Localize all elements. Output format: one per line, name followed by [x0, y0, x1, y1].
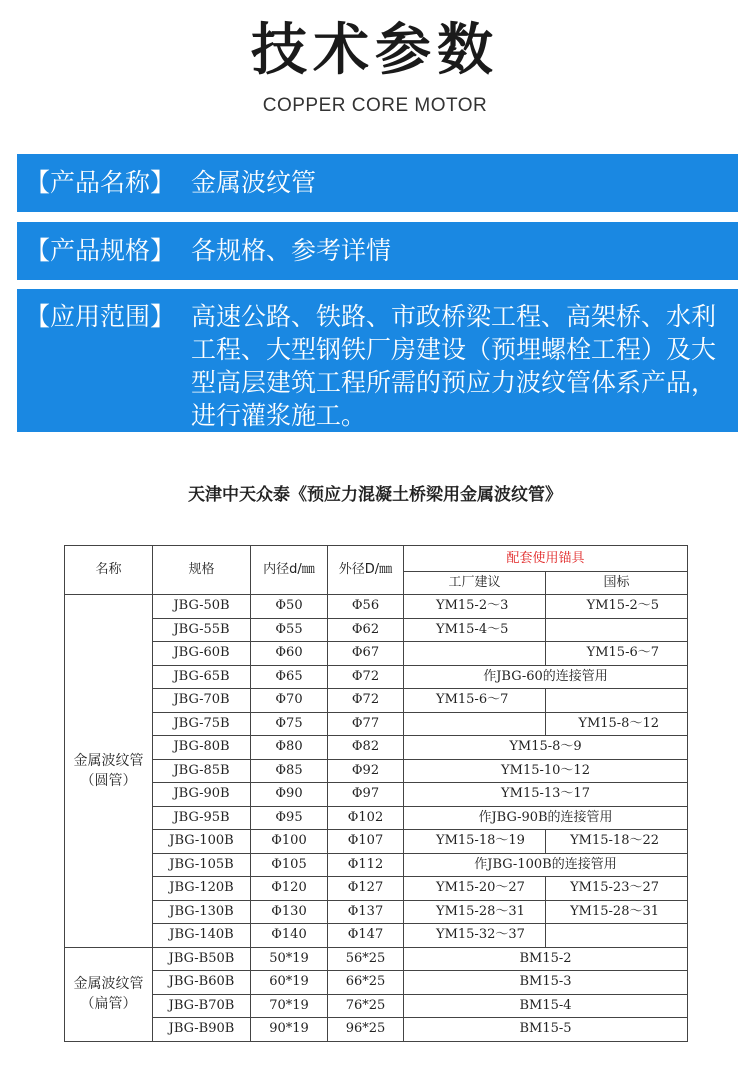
inner-cell: Φ140: [251, 924, 328, 948]
spec-cell: JBG-130B: [153, 900, 251, 924]
anchor-merged-cell: BM15-3: [404, 971, 688, 995]
table-row: [65, 994, 688, 1018]
factory-cell: [404, 712, 546, 736]
national-cell: YM15-18～22: [546, 830, 688, 854]
factory-cell: YM15-4～5: [404, 618, 546, 642]
spec-cell: JBG-60B: [153, 642, 251, 666]
group-round: 金属波纹管 （圆管）: [65, 595, 153, 948]
outer-cell: Φ112: [328, 853, 404, 877]
outer-cell: 56*25: [328, 947, 404, 971]
factory-cell: YM15-20～27: [404, 877, 546, 901]
spec-cell: JBG-120B: [153, 877, 251, 901]
table-row: [65, 830, 688, 854]
group-flat: 金属波纹管 （扁管）: [65, 947, 153, 1041]
national-cell: YM15-28～31: [546, 900, 688, 924]
table-row: [65, 783, 688, 807]
inner-cell: Φ50: [251, 595, 328, 619]
inner-cell: Φ70: [251, 689, 328, 713]
outer-cell: 66*25: [328, 971, 404, 995]
header-name: 名称: [65, 546, 153, 595]
table-row: [65, 947, 688, 971]
spec-cell: JBG-55B: [153, 618, 251, 642]
outer-cell: Φ137: [328, 900, 404, 924]
table-row: [65, 712, 688, 736]
table-row: [65, 877, 688, 901]
spec-cell: JBG-B50B: [153, 947, 251, 971]
spec-cell: JBG-100B: [153, 830, 251, 854]
table-row: [65, 806, 688, 830]
national-cell: [546, 689, 688, 713]
page-subtitle: COPPER CORE MOTOR: [262, 95, 488, 116]
table-row: [65, 1018, 688, 1042]
table-row: [65, 642, 688, 666]
anchor-merged-cell: YM15-8～9: [404, 736, 688, 760]
outer-cell: Φ102: [328, 806, 404, 830]
anchor-merged-cell: 作JBG-100B的连接管用: [404, 853, 688, 877]
spec-cell: JBG-85B: [153, 759, 251, 783]
header-anchor: 配套使用锚具: [404, 546, 688, 572]
outer-cell: Φ82: [328, 736, 404, 760]
anchor-merged-cell: BM15-4: [404, 994, 688, 1018]
spec-cell: JBG-140B: [153, 924, 251, 948]
table-row: [65, 924, 688, 948]
inner-cell: Φ85: [251, 759, 328, 783]
product-name-bar: [17, 154, 738, 212]
application-scope-bar: [17, 289, 738, 432]
table-row: [65, 759, 688, 783]
anchor-merged-cell: YM15-10～12: [404, 759, 688, 783]
outer-cell: 76*25: [328, 994, 404, 1018]
product-spec-label: 【产品规格】: [25, 236, 176, 265]
spec-cell: JBG-80B: [153, 736, 251, 760]
inner-cell: Φ55: [251, 618, 328, 642]
outer-cell: Φ77: [328, 712, 404, 736]
national-cell: [546, 924, 688, 948]
inner-cell: Φ80: [251, 736, 328, 760]
spec-cell: JBG-90B: [153, 783, 251, 807]
national-cell: [546, 618, 688, 642]
table-row: [65, 853, 688, 877]
inner-cell: 70*19: [251, 994, 328, 1018]
outer-cell: Φ62: [328, 618, 404, 642]
outer-cell: Φ147: [328, 924, 404, 948]
inner-cell: Φ65: [251, 665, 328, 689]
factory-cell: YM15-2～3: [404, 595, 546, 619]
anchor-merged-cell: 作JBG-60的连接管用: [404, 665, 688, 689]
outer-cell: 96*25: [328, 1018, 404, 1042]
anchor-merged-cell: YM15-13～17: [404, 783, 688, 807]
anchor-merged-cell: BM15-2: [404, 947, 688, 971]
outer-cell: Φ72: [328, 665, 404, 689]
spec-cell: JBG-95B: [153, 806, 251, 830]
inner-cell: Φ100: [251, 830, 328, 854]
factory-cell: YM15-18～19: [404, 830, 546, 854]
inner-cell: 60*19: [251, 971, 328, 995]
spec-cell: JBG-B70B: [153, 994, 251, 1018]
inner-cell: Φ120: [251, 877, 328, 901]
product-name-label: 【产品名称】: [25, 168, 176, 197]
spec-cell: JBG-105B: [153, 853, 251, 877]
outer-cell: Φ107: [328, 830, 404, 854]
factory-cell: YM15-32～37: [404, 924, 546, 948]
product-spec-value: 各规格、参考详情: [191, 236, 392, 265]
factory-cell: YM15-6～7: [404, 689, 546, 713]
outer-cell: Φ56: [328, 595, 404, 619]
factory-cell: [404, 642, 546, 666]
spec-cell: JBG-50B: [153, 595, 251, 619]
spec-cell: JBG-B60B: [153, 971, 251, 995]
header-national: 国标: [546, 572, 688, 595]
outer-cell: Φ67: [328, 642, 404, 666]
anchor-merged-cell: 作JBG-90B的连接管用: [404, 806, 688, 830]
inner-cell: Φ95: [251, 806, 328, 830]
product-spec-bar: [17, 222, 738, 280]
table-row: [65, 689, 688, 713]
application-scope-label: 【应用范围】: [25, 302, 176, 331]
national-cell: YM15-6～7: [546, 642, 688, 666]
spec-cell: JBG-65B: [153, 665, 251, 689]
anchor-merged-cell: BM15-5: [404, 1018, 688, 1042]
inner-cell: Φ130: [251, 900, 328, 924]
inner-cell: Φ75: [251, 712, 328, 736]
spec-cell: JBG-70B: [153, 689, 251, 713]
inner-cell: 50*19: [251, 947, 328, 971]
table-row: [65, 595, 688, 619]
table-row: [65, 971, 688, 995]
spec-table: [64, 545, 688, 1042]
outer-cell: Φ127: [328, 877, 404, 901]
product-name-value: 金属波纹管: [191, 168, 317, 197]
header-outer-diameter: 外径D/㎜: [328, 546, 404, 595]
table-row: [65, 736, 688, 760]
table-row: [65, 618, 688, 642]
outer-cell: Φ72: [328, 689, 404, 713]
factory-cell: YM15-28～31: [404, 900, 546, 924]
national-cell: YM15-23～27: [546, 877, 688, 901]
header-spec: 规格: [153, 546, 251, 595]
header-inner-diameter: 内径d/㎜: [251, 546, 328, 595]
table-row: [65, 900, 688, 924]
outer-cell: Φ97: [328, 783, 404, 807]
application-scope-value: 高速公路、铁路、市政桥梁工程、高架桥、水利工程、大型钢铁厂房建设（预埋螺栓工程）及大型高层建筑工程所需的预应力波纹管体系产品，进行灌浆施工。: [191, 302, 717, 430]
outer-cell: Φ92: [328, 759, 404, 783]
table-title: 天津中天众泰《预应力混凝土桥梁用金属波纹管》: [188, 485, 562, 505]
spec-cell: JBG-75B: [153, 712, 251, 736]
page-title: 技术参数: [251, 18, 499, 83]
table-row: [65, 665, 688, 689]
inner-cell: Φ90: [251, 783, 328, 807]
inner-cell: Φ60: [251, 642, 328, 666]
inner-cell: 90*19: [251, 1018, 328, 1042]
national-cell: YM15-8～12: [546, 712, 688, 736]
national-cell: YM15-2～5: [546, 595, 688, 619]
spec-cell: JBG-B90B: [153, 1018, 251, 1042]
header-factory: 工厂建议: [404, 572, 546, 595]
inner-cell: Φ105: [251, 853, 328, 877]
